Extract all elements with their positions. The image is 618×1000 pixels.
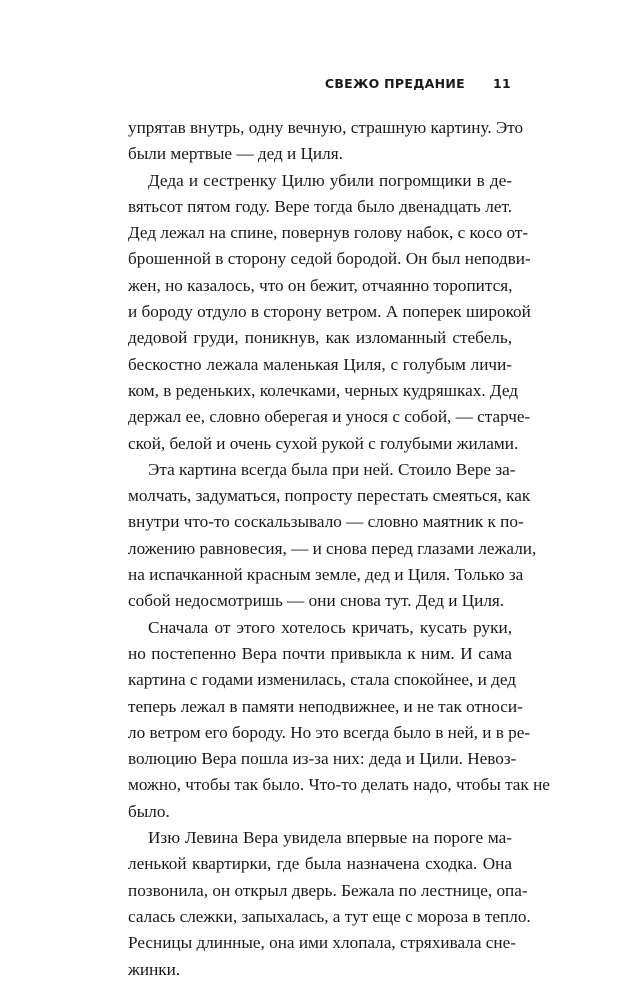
text-line: были мертвые — дед и Циля. [128,144,343,164]
text-line: на испачканной красным земле, дед и Циля. Только за [128,565,524,585]
text-line: ком, в реденьких, колечками, черных кудряшках. Дед [128,380,519,400]
paragraph [128,825,531,983]
paragraph [128,115,524,168]
running-header [0,76,511,91]
text-line: держал ее, словно оберегая и унося с собой, — старче- [128,407,531,427]
text-line: ложению равновесия, — и снова перед глазами лежали, [128,538,537,558]
paragraph [128,168,531,457]
running-header-title: СВЕЖО ПРЕДАНИЕ [324,76,465,91]
text-line: Сначала от этого хотелось кричать, кусать руки, [148,617,512,637]
paragraph [128,457,537,615]
text-line: вятьсот пятом году. Вере тогда было двенадцать лет. [128,196,512,216]
text-line: можно, чтобы так было. Что-то делать надо, чтобы так не [128,775,550,795]
text-line: упрятав внутрь, одну вечную, страшную картину. Это [128,118,524,137]
text-line: ской, белой и очень сухой рукой с голубыми жилами. [128,433,519,453]
text-line: было. [128,801,170,821]
text-line: Дед лежал на спине, повернув голову набок, с косо от- [128,223,529,243]
text-line: Ресницы длинные, она ими хлопала, стряхивала сне- [128,933,516,953]
text-line: теперь лежал в памяти неподвижнее, и не так относи- [128,696,523,716]
page-number: 11 [493,76,511,91]
text-line: дедовой груди, поникнув, как изломанный стебель, [128,328,512,348]
text-line: но постепенно Вера почти привыкла к ним. И сама [128,643,512,663]
text-line: брошенной в сторону седой бородой. Он был неподви- [128,249,531,269]
text-line: ленькой квартирки, где была назначена сходка. Она [128,854,512,874]
body-text [128,115,550,983]
text-line: бескостно лежала маленькая Циля, с голубым личи- [128,354,512,374]
text-line: жен, но казалось, что он бежит, отчаянно торопится, [128,275,513,295]
text-line: салась слежки, запыхалась, а тут еще с мороза в тепло. [128,906,531,926]
text-line: картина с годами изменилась, стала спокойнее, и дед [128,670,516,690]
text-line: внутри что-то соскальзывало — словно маятник к по- [128,512,524,532]
paragraph [128,615,550,825]
text-line: волюцию Вера пошла из-за них: деда и Цили. Невоз- [128,749,517,769]
text-line: молчать, задуматься, попросту перестать смеяться, как [128,486,531,506]
text-line: позвонила, он открыл дверь. Бежала по лестнице, опа- [128,880,528,900]
text-line: и бороду отдуло в сторону ветром. А поперек широкой [128,302,531,322]
text-line: жинки. [128,959,181,979]
text-line: собой недосмотришь — они снова тут. Дед и Циля. [128,591,505,611]
text-line: ло ветром его бороду. Но это всегда было в ней, и в ре- [128,722,531,742]
text-line: Эта картина всегда была при ней. Стоило Вере за- [148,459,516,479]
text-line: Деда и сестренку Цилю убили погромщики в де- [148,170,512,190]
text-line: Изю Левина Вера увидела впервые на пороге ма- [148,828,512,848]
